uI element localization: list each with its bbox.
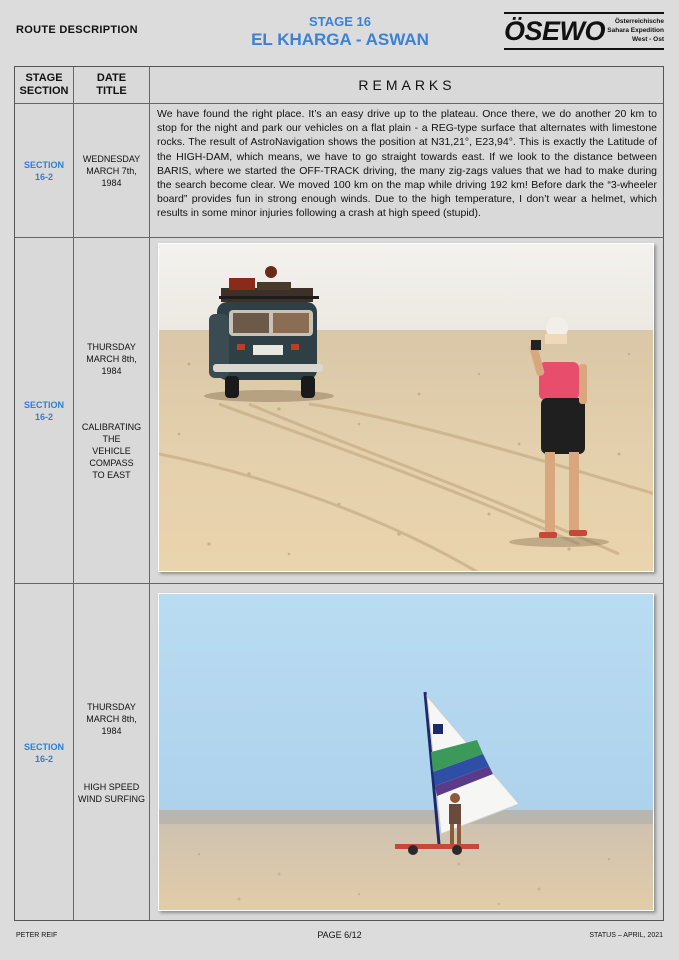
footer-author: PETER REIF	[16, 932, 58, 939]
desert-van-photo	[158, 243, 654, 572]
remarks-text: We have found the right place. It’s an easy drive up to the plateau. Once there, we do another 20 km to stop for the night and park our vehicles on a flat plain - a REG-type surface that alternates with limestone rocks. The result of AstroNavigation shows the position at N31,21°, E23,94°. This is exactly the Latitude of the HIGH-DAM, which means, we have to go straight towards east. If we look to the distance between BARIS, where we started the OFF-TRACK driving, the many zig-zags values that we had to make during the search become clear. We moved 100 km on the map while driving 192 km! Before dark the “3-wheeler board” provides fun in strong enough winds. Due to the high temperature, I don’t wear a helmet, which results in some minor injuries following a crash at high speed (stupid).	[157, 108, 657, 220]
column-header-remarks: REMARKS	[358, 77, 456, 93]
document-type-label: ROUTE DESCRIPTION	[16, 24, 138, 36]
logo-line-3: West - Ost	[631, 36, 664, 43]
section-label: SECTION 16-2	[23, 399, 64, 422]
date-label: THURSDAY MARCH 8th, 1984	[86, 701, 137, 736]
section-label: SECTION 16-2	[23, 741, 64, 764]
column-header-date: DATE TITLE	[96, 72, 127, 97]
osewo-logo	[504, 12, 664, 50]
section-label: SECTION 16-2	[23, 159, 64, 182]
logo-name: ÖSEWO	[504, 16, 606, 46]
logo-subtitle	[607, 17, 664, 44]
stage-heading	[200, 14, 480, 50]
date-title-cell	[74, 238, 149, 583]
entry-title: HIGH SPEED WIND SURFING	[78, 781, 145, 804]
logo-line-2: Sahara Expedition	[607, 27, 664, 34]
stage-number: STAGE 16	[309, 14, 371, 29]
desert-van-image	[159, 244, 654, 572]
stage-title: EL KHARGA - ASWAN	[251, 30, 429, 49]
column-header-stage: STAGE SECTION	[19, 72, 69, 97]
footer-status: STATUS – APRIL, 2021	[589, 932, 663, 939]
date-label: THURSDAY MARCH 8th, 1984	[86, 341, 137, 376]
date-label: WEDNESDAY MARCH 7th, 1984	[82, 153, 141, 188]
sand-yacht-photo	[158, 593, 654, 911]
date-title-cell	[74, 584, 149, 921]
entry-title: CALIBRATING THE VEHICLE COMPASS TO EAST	[81, 421, 142, 480]
footer-page-number: PAGE 6/12	[317, 930, 362, 940]
sand-yacht-image	[159, 594, 654, 911]
logo-line-1: Österreichische	[614, 18, 664, 25]
